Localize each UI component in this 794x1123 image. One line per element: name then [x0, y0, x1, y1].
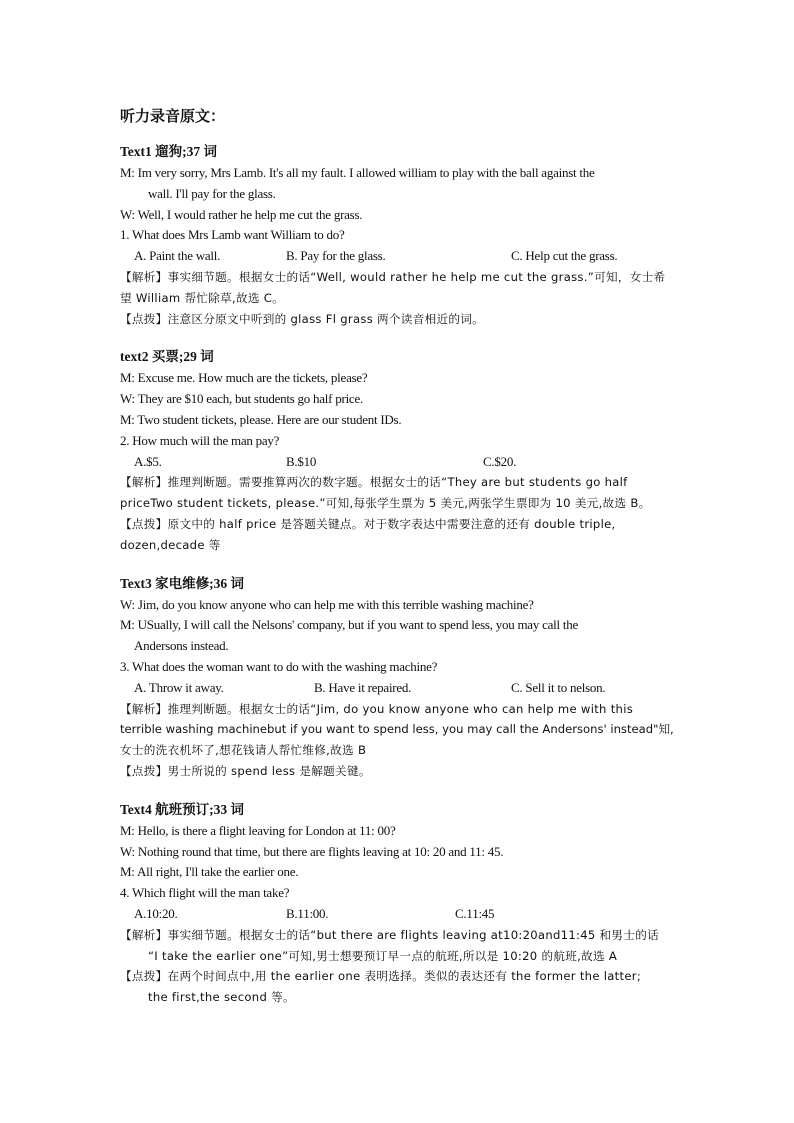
answer-options — [120, 678, 680, 699]
question-line: 3. What does the woman want to do with the washing machine? — [120, 658, 438, 674]
option-c: C.$20. — [483, 453, 517, 469]
option-c: C.11:45 — [455, 905, 495, 921]
question-line: 2. How much will the man pay? — [120, 432, 280, 448]
option-b: B.11:00. — [286, 905, 329, 921]
section-text2 — [120, 347, 680, 555]
dialogue-line: M: Two student tickets, please. Here are our student IDs. — [120, 411, 402, 427]
document-page — [120, 106, 680, 1026]
question-line: 4. Which flight will the man take? — [120, 885, 290, 901]
option-a: A. Throw it away. — [134, 679, 224, 695]
tip-line: 【点拨】原文中的 half price 是答题关键点。对于数字表达中需要注意的还有 double triple, — [120, 516, 616, 531]
option-c: C. Help cut the grass. — [511, 248, 618, 264]
answer-options — [120, 246, 680, 267]
tip-line: 【点拨】男士所说的 spend less 是解题关键。 — [120, 763, 371, 778]
section-text1 — [120, 142, 680, 329]
dialogue-line: M: All right, I'll take the earlier one. — [120, 864, 299, 880]
dialogue-line: W: They are $10 each, but students go half price. — [120, 391, 363, 407]
option-a: A.$5. — [134, 453, 162, 469]
option-a: A. Paint the wall. — [134, 248, 221, 264]
section-heading: text2 买票;29 词 — [120, 349, 214, 365]
analysis-line: “I take the earlier one”可知,男士想要预订早一点的航班,所以是 10:20 的航班,故选 A — [148, 948, 618, 963]
analysis-line: 【解析】推理判断题。根据女士的话“Jim, do you know anyone who can help me with this — [120, 701, 634, 716]
dialogue-line: W: Nothing round that time, but there are flights leaving at 10: 20 and 11: 45. — [120, 843, 504, 859]
tip-line: 【点拨】在两个时间点中,用 the earlier one 表明选择。类似的表达还有 the former the latter; — [120, 969, 642, 984]
section-text4 — [120, 800, 680, 1008]
option-c: C. Sell it to nelson. — [511, 679, 606, 695]
answer-options — [120, 904, 680, 925]
document-title: 听力录音原文： — [120, 107, 226, 125]
option-b: B.$10 — [286, 453, 317, 469]
option-b: B. Pay for the glass. — [286, 248, 386, 264]
analysis-line: 女士的洗衣机坏了,想花钱请人帮忙维修,故选 B — [120, 743, 367, 758]
dialogue-line: M: Hello, is there a flight leaving for London at 11: 00? — [120, 822, 396, 838]
section-heading: Text1 遛狗;37 词 — [120, 144, 217, 159]
analysis-line: 【解析】事实细节题。根据女士的话“but there are flights leaving at10:20and11:45 和男士的话 — [120, 927, 660, 942]
analysis-line: 望 William 帮忙除草,故选 C。 — [120, 290, 285, 305]
dialogue-line: wall. I'll pay for the glass. — [148, 185, 276, 201]
section-heading: Text3 家电维修;36 词 — [120, 575, 244, 591]
analysis-line: terrible washing machinebut if you want to spend less, you may call the Andersons' instead"知, — [120, 722, 674, 737]
section-heading: Text4 航班预订;33 词 — [120, 801, 244, 817]
tip-line: 【点拨】注意区分原文中听到的 glass Fl grass 两个读音相近的词。 — [120, 311, 485, 326]
option-b: B. Have it repaired. — [314, 679, 412, 695]
dialogue-line: M: USually, I will call the Nelsons' company, but if you want to spend less, you may call the — [120, 617, 578, 633]
dialogue-line: W: Jim, do you know anyone who can help me with this terrible washing machine? — [120, 596, 534, 612]
analysis-line: priceTwo student tickets, please.”可知,每张学生票为 5 美元,两张学生票即为 10 美元,故选 B。 — [120, 496, 651, 511]
question-line: 1. What does Mrs Lamb want William to do? — [120, 227, 345, 243]
dialogue-line: M: Im very sorry, Mrs Lamb. It's all my fault. I allowed william to play with the ball against the — [120, 165, 595, 180]
section-text3 — [120, 574, 680, 782]
dialogue-line: Andersons instead. — [134, 638, 229, 654]
tip-line: the first,the second 等。 — [148, 990, 295, 1005]
dialogue-line: M: Excuse me. How much are the tickets, please? — [120, 370, 368, 386]
dialogue-line: W: Well, I would rather he help me cut the grass. — [120, 206, 363, 222]
analysis-line: 【解析】推理判断题。需要推算两次的数字题。根据女士的话“They are but students go half — [120, 475, 628, 490]
tip-line: dozen,decade 等 — [120, 537, 221, 552]
answer-options — [120, 452, 680, 473]
option-a: A.10:20. — [134, 905, 178, 921]
analysis-line: 【解析】事实细节题。根据女士的话“Well, would rather he help me cut the grass.”可知，女士希 — [120, 269, 666, 284]
